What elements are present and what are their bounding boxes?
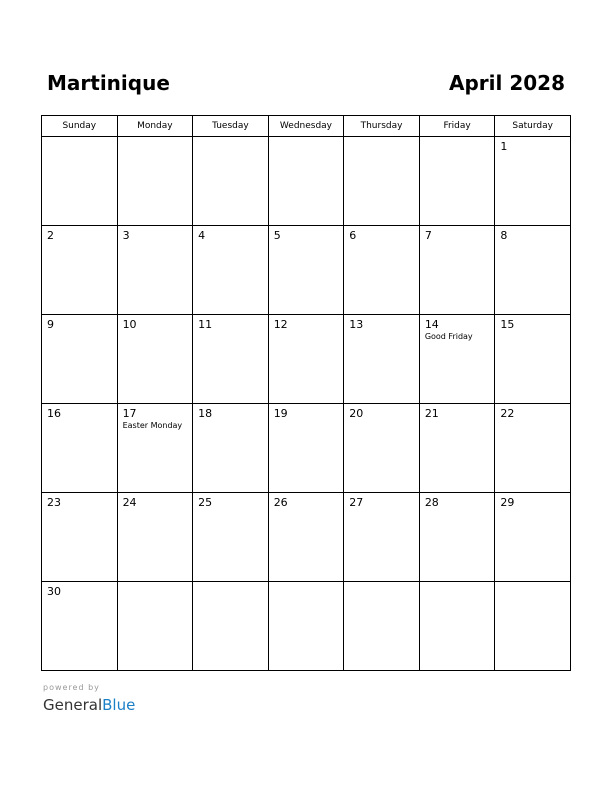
calendar-day-cell bbox=[268, 226, 344, 315]
calendar-day-cell bbox=[419, 137, 495, 226]
calendar-day-cell bbox=[117, 582, 193, 671]
calendar-day-cell bbox=[344, 404, 420, 493]
calendar-day-cell bbox=[344, 582, 420, 671]
calendar-day-cell bbox=[344, 137, 420, 226]
calendar-day-cell bbox=[117, 226, 193, 315]
day-number: 9 bbox=[47, 318, 54, 331]
calendar-day-cell bbox=[495, 404, 571, 493]
day-number: 27 bbox=[349, 496, 364, 509]
day-number: 24 bbox=[122, 496, 137, 509]
calendar-day-cell bbox=[117, 493, 193, 582]
day-number: 30 bbox=[47, 585, 61, 598]
day-number: 5 bbox=[273, 229, 281, 242]
calendar-day-cell bbox=[268, 404, 344, 493]
holiday-label: Easter Monday bbox=[122, 421, 183, 430]
day-number: 23 bbox=[47, 496, 61, 509]
day-number: 10 bbox=[122, 318, 137, 331]
calendar-day-cell bbox=[117, 137, 193, 226]
powered-by-text: powered by bbox=[43, 683, 100, 692]
day-number: 12 bbox=[273, 318, 288, 331]
calendar-day-cell bbox=[419, 315, 495, 404]
calendar-week-row bbox=[42, 137, 571, 226]
weekday-tuesday: Tuesday bbox=[193, 116, 269, 137]
calendar-day-cell bbox=[495, 315, 571, 404]
calendar-day-cell bbox=[495, 493, 571, 582]
brand-general-text: General bbox=[43, 696, 103, 714]
calendar-day-cell bbox=[344, 226, 420, 315]
calendar-day-cell bbox=[193, 226, 269, 315]
day-number: 20 bbox=[349, 407, 364, 420]
calendar-week-row bbox=[42, 404, 571, 493]
calendar-day-cell bbox=[268, 582, 344, 671]
calendar-day-cell bbox=[193, 582, 269, 671]
calendar-day-cell bbox=[42, 404, 118, 493]
calendar-day-cell bbox=[344, 493, 420, 582]
calendar-week-row bbox=[42, 226, 571, 315]
generalblue-logo[interactable] bbox=[43, 695, 135, 715]
calendar-day-cell bbox=[268, 315, 344, 404]
day-number: 16 bbox=[47, 407, 61, 420]
calendar-day-cell bbox=[42, 226, 118, 315]
day-number: 13 bbox=[349, 318, 364, 331]
day-number: 26 bbox=[273, 496, 288, 509]
calendar-day-cell bbox=[42, 582, 118, 671]
day-number: 18 bbox=[198, 407, 213, 420]
weekday-header-row bbox=[42, 116, 571, 137]
calendar-day-cell bbox=[495, 137, 571, 226]
calendar-day-cell bbox=[42, 493, 118, 582]
day-number: 22 bbox=[500, 407, 515, 420]
holiday-label: Good Friday bbox=[424, 332, 473, 341]
calendar-body bbox=[42, 137, 571, 671]
calendar-day-cell bbox=[193, 137, 269, 226]
calendar-week-row bbox=[42, 582, 571, 671]
calendar-week-row bbox=[42, 493, 571, 582]
day-number: 29 bbox=[500, 496, 515, 509]
day-number: 14 bbox=[424, 318, 439, 331]
weekday-saturday: Saturday bbox=[495, 116, 571, 137]
calendar-month-title: April 2028 bbox=[449, 71, 565, 95]
weekday-sunday: Sunday bbox=[42, 116, 118, 137]
day-number: 2 bbox=[47, 229, 54, 242]
footer bbox=[43, 683, 135, 715]
weekday-wednesday: Wednesday bbox=[268, 116, 344, 137]
calendar-day-cell bbox=[419, 582, 495, 671]
day-number: 28 bbox=[424, 496, 439, 509]
calendar-day-cell bbox=[117, 404, 193, 493]
calendar-day-cell bbox=[42, 137, 118, 226]
day-number: 25 bbox=[198, 496, 213, 509]
day-number: 1 bbox=[500, 140, 508, 153]
day-number: 11 bbox=[198, 318, 213, 331]
calendar-day-cell bbox=[193, 404, 269, 493]
calendar-day-cell bbox=[495, 226, 571, 315]
weekday-monday: Monday bbox=[117, 116, 193, 137]
calendar-day-cell bbox=[117, 315, 193, 404]
calendar-day-cell bbox=[495, 582, 571, 671]
calendar-grid bbox=[41, 115, 571, 671]
day-number: 8 bbox=[500, 229, 508, 242]
calendar-day-cell bbox=[193, 315, 269, 404]
weekday-friday: Friday bbox=[419, 116, 495, 137]
calendar-day-cell bbox=[419, 226, 495, 315]
day-number: 17 bbox=[122, 407, 137, 420]
day-number: 7 bbox=[424, 229, 432, 242]
calendar-week-row bbox=[42, 315, 571, 404]
brand-blue-text: Blue bbox=[102, 696, 136, 714]
day-number: 6 bbox=[349, 229, 357, 242]
day-number: 21 bbox=[424, 407, 439, 420]
calendar-day-cell bbox=[42, 315, 118, 404]
day-number: 15 bbox=[500, 318, 515, 331]
calendar-day-cell bbox=[419, 404, 495, 493]
day-number: 19 bbox=[273, 407, 288, 420]
calendar-day-cell bbox=[419, 493, 495, 582]
calendar-day-cell bbox=[268, 493, 344, 582]
calendar-day-cell bbox=[344, 315, 420, 404]
day-number: 4 bbox=[198, 229, 206, 242]
calendar-country-title: Martinique bbox=[47, 71, 170, 95]
calendar-day-cell bbox=[268, 137, 344, 226]
weekday-thursday: Thursday bbox=[344, 116, 420, 137]
day-number: 3 bbox=[122, 229, 130, 242]
calendar-day-cell bbox=[193, 493, 269, 582]
